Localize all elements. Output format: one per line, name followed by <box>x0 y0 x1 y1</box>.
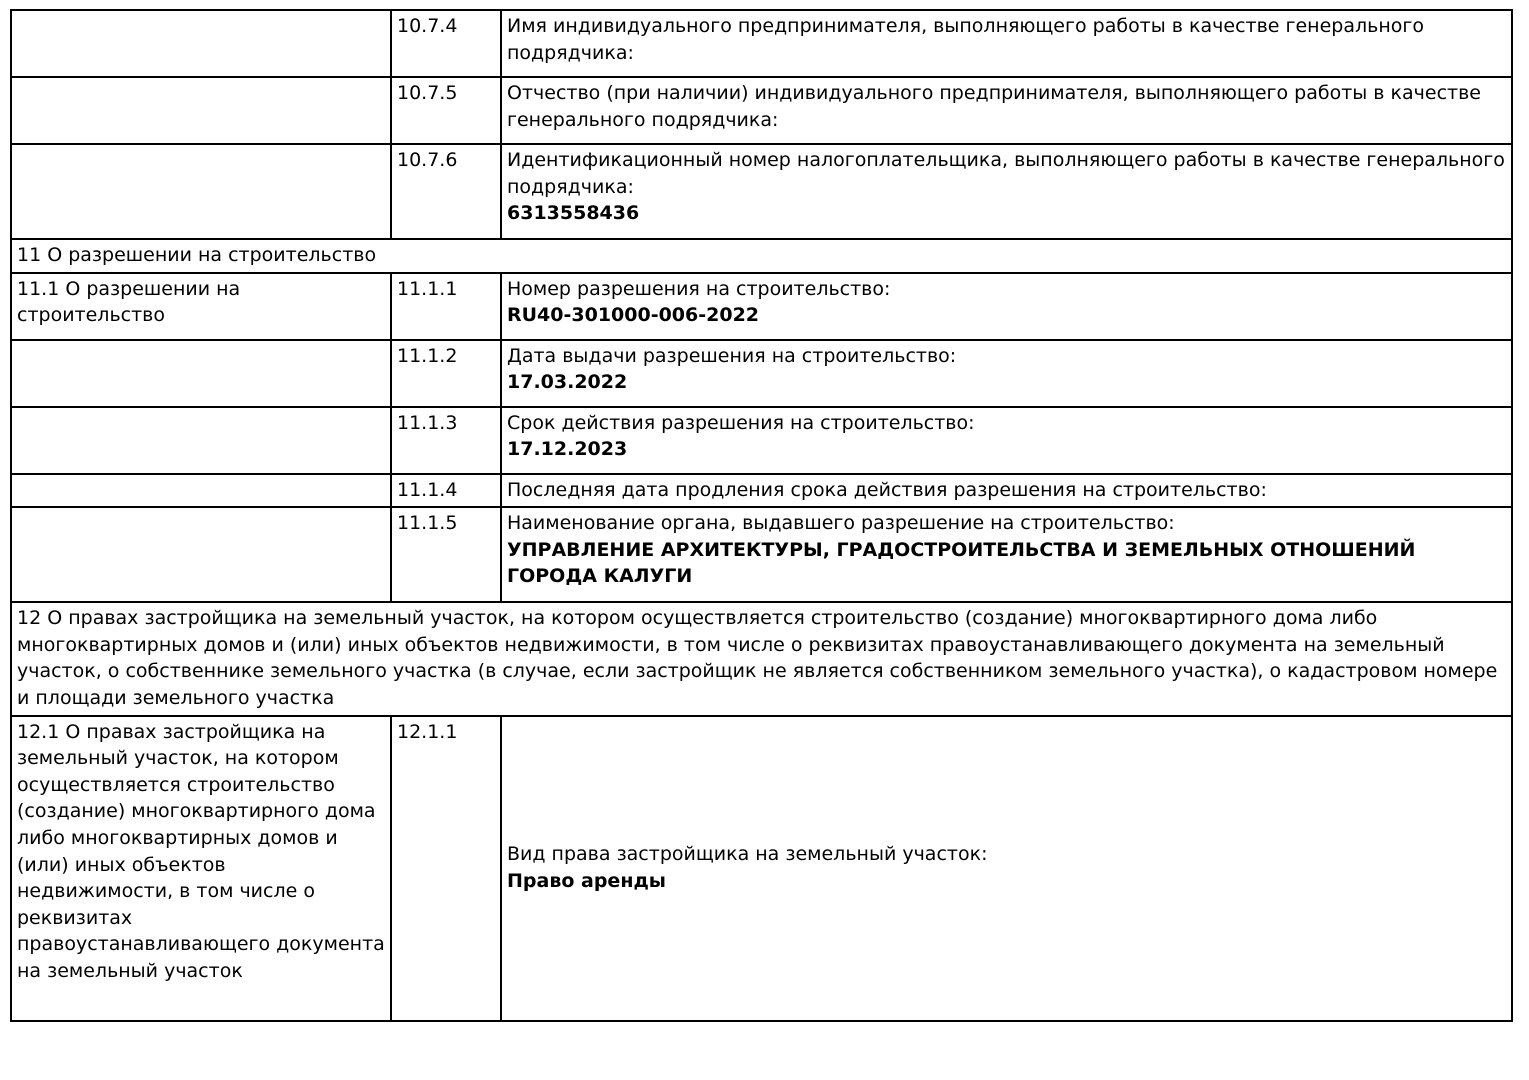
item-number: 11.1.3 <box>391 407 501 474</box>
field-label: Идентификационный номер налогоплательщика, выполняющего работы в качестве генерального подрядчика: <box>507 149 1505 198</box>
item-number: 11.1.2 <box>391 340 501 407</box>
table-row <box>11 474 1512 508</box>
table-row <box>11 144 1512 239</box>
field-label: Дата выдачи разрешения на строительство: <box>507 344 957 367</box>
table-row <box>11 77 1512 144</box>
content-cell <box>501 474 1512 508</box>
section-cell <box>11 144 391 239</box>
content-cell <box>501 144 1512 239</box>
item-number: 12.1.1 <box>391 716 501 1021</box>
field-label: Вид права застройщика на земельный участок: <box>507 842 988 865</box>
section-cell: 12.1 О правах застройщика на земельный участок, на котором осуществляется строительство (создание) многоквартирного дома либо многоквартирных домов и (или) иных объектов недвижимости, в том числе о реквизитах правоустанавливающего документа на земельный участок <box>11 716 391 1021</box>
content-cell <box>501 77 1512 144</box>
section-cell <box>11 407 391 474</box>
section-cell <box>11 474 391 508</box>
item-number: 11.1.4 <box>391 474 501 508</box>
field-value: 6313558436 <box>507 202 640 225</box>
table-row <box>11 716 1512 1021</box>
section-header-row <box>11 602 1512 715</box>
content-cell <box>501 340 1512 407</box>
content-cell <box>501 507 1512 602</box>
item-number: 11.1.5 <box>391 507 501 602</box>
content-cell <box>501 273 1512 340</box>
field-label: Имя индивидуального предпринимателя, выполняющего работы в качестве генерального подрядчика: <box>507 15 1424 64</box>
item-number: 11.1.1 <box>391 273 501 340</box>
field-value: RU40-301000-006-2022 <box>507 304 760 327</box>
content-cell <box>501 716 1512 1021</box>
section-title: 11 О разрешении на строительство <box>11 239 1512 273</box>
section-header-row <box>11 239 1512 273</box>
section-cell <box>11 507 391 602</box>
section-cell <box>11 77 391 144</box>
section-title: 12 О правах застройщика на земельный участок, на котором осуществляется строительство (создание) многоквартирного дома либо многоквартирных домов и (или) иных объектов недвижимости, в том числе о реквизитах правоустанавливающего документа на земельный участок, о собственнике земельного участка (в случае, если застройщик не является собственником земельного участка), о кадастровом номере и площади земельного участка <box>11 602 1512 715</box>
field-label: Наименование органа, выдавшего разрешение на строительство: <box>507 512 1175 535</box>
section-cell <box>11 10 391 77</box>
content-cell <box>501 407 1512 474</box>
declaration-table <box>10 9 1513 1022</box>
item-number: 10.7.4 <box>391 10 501 77</box>
field-value: 17.03.2022 <box>507 371 628 394</box>
field-value: УПРАВЛЕНИЕ АРХИТЕКТУРЫ, ГРАДОСТРОИТЕЛЬСТВА И ЗЕМЕЛЬНЫХ ОТНОШЕНИЙ ГОРОДА КАЛУГИ <box>507 538 1416 588</box>
field-value: Право аренды <box>507 869 666 892</box>
table-row <box>11 273 1512 340</box>
table-row <box>11 10 1512 77</box>
field-label: Отчество (при наличии) индивидуального предпринимателя, выполняющего работы в качестве генерального подрядчика: <box>507 82 1481 131</box>
section-cell: 11.1 О разрешении на строительство <box>11 273 391 340</box>
content-cell <box>501 10 1512 77</box>
table-row <box>11 507 1512 602</box>
table-row <box>11 340 1512 407</box>
item-number: 10.7.5 <box>391 77 501 144</box>
item-number: 10.7.6 <box>391 144 501 239</box>
field-label: Последняя дата продления срока действия разрешения на строительство: <box>507 478 1267 501</box>
field-label: Срок действия разрешения на строительство: <box>507 411 975 434</box>
field-value: 17.12.2023 <box>507 438 628 461</box>
section-cell <box>11 340 391 407</box>
table-row <box>11 407 1512 474</box>
field-label: Номер разрешения на строительство: <box>507 277 891 300</box>
